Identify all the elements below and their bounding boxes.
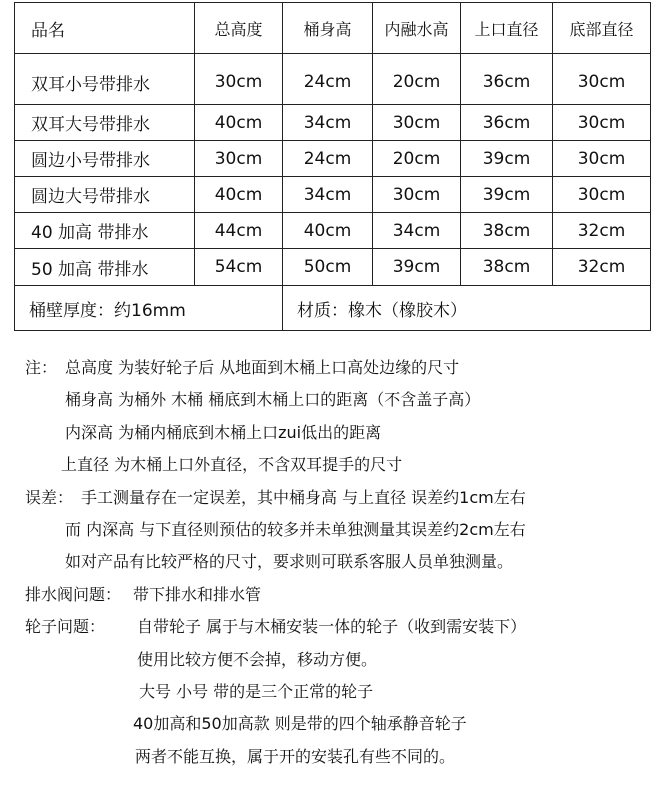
note-line — [25, 384, 655, 416]
bottom-diameter-cell: 32cm — [553, 249, 651, 286]
bottom-diameter-cell: 30cm — [553, 105, 651, 141]
header-product-name: 品名 — [15, 3, 195, 54]
body-height-cell: 34cm — [283, 177, 373, 213]
size-spec-table — [14, 2, 651, 331]
valve-line — [25, 579, 655, 611]
error-text: 而 内深高 与下直径则预估的较多并未单独测量其误差约2cm左右 — [65, 519, 526, 539]
wheel-text: 两者不能互换，属于开的安装孔有些不同的。 — [135, 746, 456, 766]
bottom-diameter-cell: 32cm — [553, 213, 651, 249]
error-line — [25, 514, 655, 546]
product-name-cell: 圆边小号带排水 — [15, 141, 195, 177]
header-body-height: 桶身高 — [283, 3, 373, 54]
body-height-cell: 24cm — [283, 54, 373, 105]
valve-text: 带下排水和排水管 — [133, 584, 262, 604]
total-height-cell: 40cm — [195, 177, 283, 213]
wheel-line — [25, 611, 655, 643]
note-line — [25, 449, 655, 481]
wheel-label: 轮子问题： — [25, 617, 106, 637]
wheel-text: 使用比较方便不会掉，移动方便。 — [137, 649, 378, 669]
error-text: 如对产品有比较严格的尺寸，要求则可联系客服人员单独测量。 — [65, 552, 514, 572]
header-bottom-diameter: 底部直径 — [553, 3, 651, 54]
bottom-diameter-cell: 30cm — [553, 54, 651, 105]
inner-depth-cell: 30cm — [373, 105, 461, 141]
total-height-cell: 30cm — [195, 141, 283, 177]
wheel-line — [25, 644, 655, 676]
note-text: 桶身高 为桶外 木桶 桶底到木桶上口的距离（不含盖子高） — [65, 390, 481, 410]
inner-depth-cell: 34cm — [373, 213, 461, 249]
bottom-diameter-cell: 30cm — [553, 177, 651, 213]
note-line — [25, 352, 655, 384]
inner-depth-cell: 39cm — [373, 249, 461, 286]
note-text: 上直径 为木桶上口外直径，不含双耳提手的尺寸 — [61, 455, 403, 475]
wheel-text: 40加高和50加高款 则是带的四个轴承静音轮子 — [133, 714, 467, 734]
body-height-cell: 50cm — [283, 249, 373, 286]
wheel-text: 自带轮子 属于与木桶安装一体的轮子（收到需安装下） — [137, 617, 527, 637]
product-name-cell: 50 加高 带排水 — [15, 249, 195, 286]
top-diameter-cell: 36cm — [461, 105, 553, 141]
header-top-diameter: 上口直径 — [461, 3, 553, 54]
table-row — [15, 105, 651, 141]
wall-thickness-cell: 桶壁厚度：约16mm — [15, 286, 283, 331]
header-total-height: 总高度 — [195, 3, 283, 54]
valve-label: 排水阀问题： — [25, 584, 122, 604]
table-row — [15, 177, 651, 213]
body-height-cell: 34cm — [283, 105, 373, 141]
note-label: 注： — [25, 358, 58, 377]
wheel-line — [25, 676, 655, 708]
top-diameter-cell: 38cm — [461, 249, 553, 286]
table-row — [15, 54, 651, 105]
note-text: 总高度 为装好轮子后 从地面到木桶上口高处边缘的尺寸 — [65, 358, 460, 377]
table-header-row — [15, 3, 651, 54]
bottom-diameter-cell: 30cm — [553, 141, 651, 177]
inner-depth-cell: 20cm — [373, 141, 461, 177]
note-line — [25, 417, 655, 449]
inner-depth-cell: 20cm — [373, 54, 461, 105]
notes-section — [25, 352, 655, 773]
product-name-cell: 双耳小号带排水 — [15, 54, 195, 105]
total-height-cell: 30cm — [195, 54, 283, 105]
body-height-cell: 24cm — [283, 141, 373, 177]
top-diameter-cell: 38cm — [461, 213, 553, 249]
product-name-cell: 圆边大号带排水 — [15, 177, 195, 213]
table-row — [15, 249, 651, 286]
total-height-cell: 44cm — [195, 213, 283, 249]
error-label: 误差： — [25, 487, 74, 507]
total-height-cell: 40cm — [195, 105, 283, 141]
total-height-cell: 54cm — [195, 249, 283, 286]
top-diameter-cell: 39cm — [461, 177, 553, 213]
table-row — [15, 213, 651, 249]
note-text: 内深高 为桶内桶底到木桶上口zui低出的距离 — [65, 422, 382, 442]
wheel-line — [25, 741, 655, 773]
product-name-cell: 40 加高 带排水 — [15, 213, 195, 249]
wheel-text: 大号 小号 带的是三个正常的轮子 — [139, 681, 374, 701]
top-diameter-cell: 39cm — [461, 141, 553, 177]
table-footer-row — [15, 286, 651, 331]
top-diameter-cell: 36cm — [461, 54, 553, 105]
table-row — [15, 141, 651, 177]
material-cell: 材质：橡木（橡胶木） — [283, 286, 651, 331]
body-height-cell: 40cm — [283, 213, 373, 249]
error-line — [25, 482, 655, 514]
inner-depth-cell: 30cm — [373, 177, 461, 213]
error-text: 手工测量存在一定误差，其中桶身高 与上直径 误差约1cm左右 — [81, 487, 526, 507]
product-name-cell: 双耳大号带排水 — [15, 105, 195, 141]
wheel-line — [25, 708, 655, 740]
error-line — [25, 546, 655, 578]
header-inner-depth: 内融水高 — [373, 3, 461, 54]
